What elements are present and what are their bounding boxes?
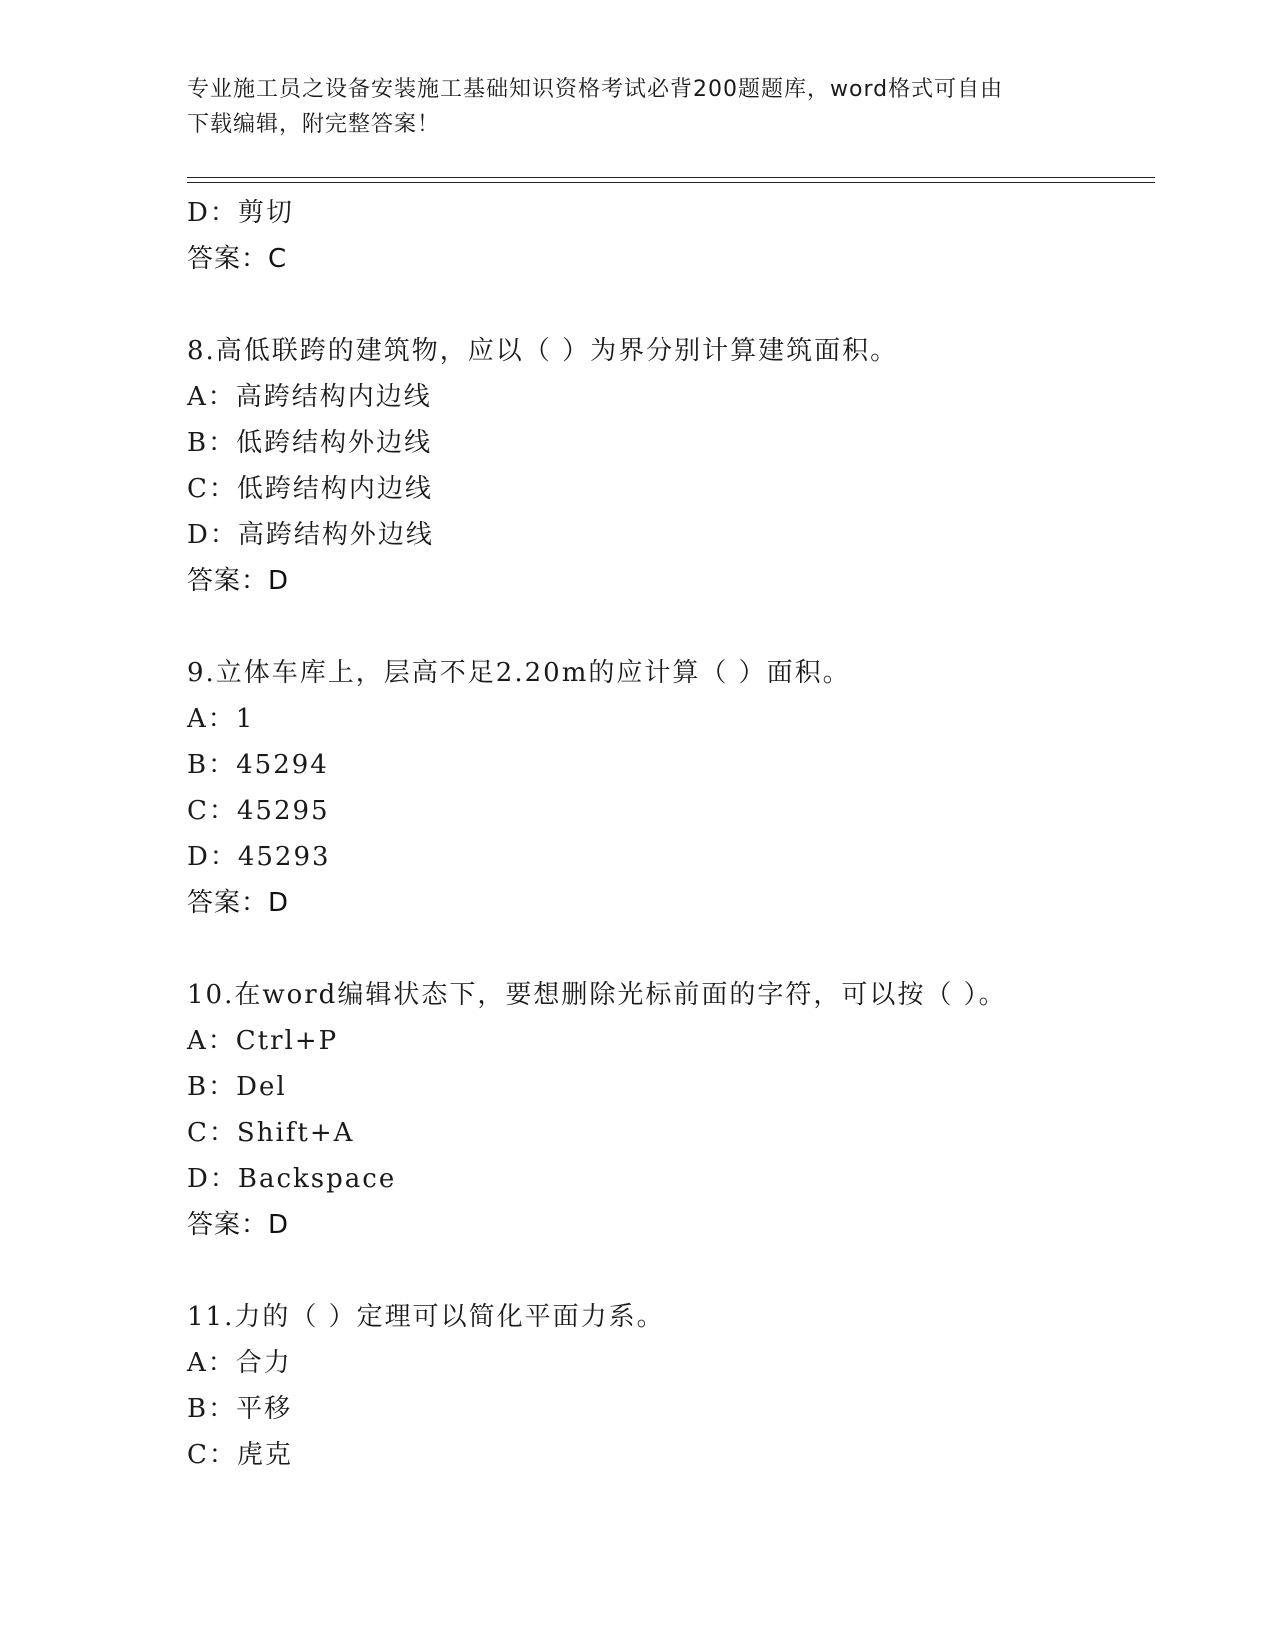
previous-question-tail (187, 190, 1147, 282)
question-11 (187, 1294, 1147, 1478)
spacer (187, 604, 1147, 650)
header-divider-top (187, 177, 1155, 178)
answer-line: 答案：D (187, 1210, 290, 1240)
option-c: C：低跨结构内边线 (187, 474, 433, 504)
question-stem: 10.在word编辑状态下，要想删除光标前面的字符，可以按（ ）。 (187, 980, 1007, 1010)
option-c: C：45295 (187, 796, 330, 826)
question-stem: 11.力的（ ）定理可以简化平面力系。 (187, 1302, 665, 1332)
option-c: C：虎克 (187, 1440, 293, 1470)
answer-line: 答案：D (187, 888, 290, 918)
spacer (187, 282, 1147, 328)
option-b: B：45294 (187, 750, 329, 780)
header-line-1: 专业施工员之设备安装施工基础知识资格考试必背200题题库，word格式可自由 (187, 77, 1004, 102)
question-stem: 8.高低联跨的建筑物，应以（ ）为界分别计算建筑面积。 (187, 336, 899, 366)
option-d: D：剪切 (187, 198, 294, 228)
spacer (187, 1248, 1147, 1294)
spacer (187, 926, 1147, 972)
document-header (187, 72, 1067, 142)
option-b: B：平移 (187, 1394, 293, 1424)
answer-line: 答案：C (187, 244, 288, 274)
header-line-2: 下载编辑，附完整答案！ (187, 112, 441, 137)
question-content (187, 190, 1147, 1478)
option-d: D：高跨结构外边线 (187, 520, 434, 550)
question-stem: 9.立体车库上，层高不足2.20m的应计算（ ）面积。 (187, 658, 851, 688)
answer-line: 答案：D (187, 566, 290, 596)
question-8 (187, 328, 1147, 604)
option-c: C：Shift+A (187, 1118, 355, 1148)
option-b: B：低跨结构外边线 (187, 428, 433, 458)
header-divider-bottom (187, 182, 1155, 183)
option-a: A：高跨结构内边线 (187, 382, 432, 412)
option-a: A：1 (187, 704, 255, 734)
option-a: A：Ctrl+P (187, 1026, 339, 1056)
option-a: A：合力 (187, 1348, 292, 1378)
option-d: D：Backspace (187, 1164, 397, 1194)
question-9 (187, 650, 1147, 926)
option-b: B：Del (187, 1072, 287, 1102)
question-10 (187, 972, 1147, 1248)
option-d: D：45293 (187, 842, 331, 872)
